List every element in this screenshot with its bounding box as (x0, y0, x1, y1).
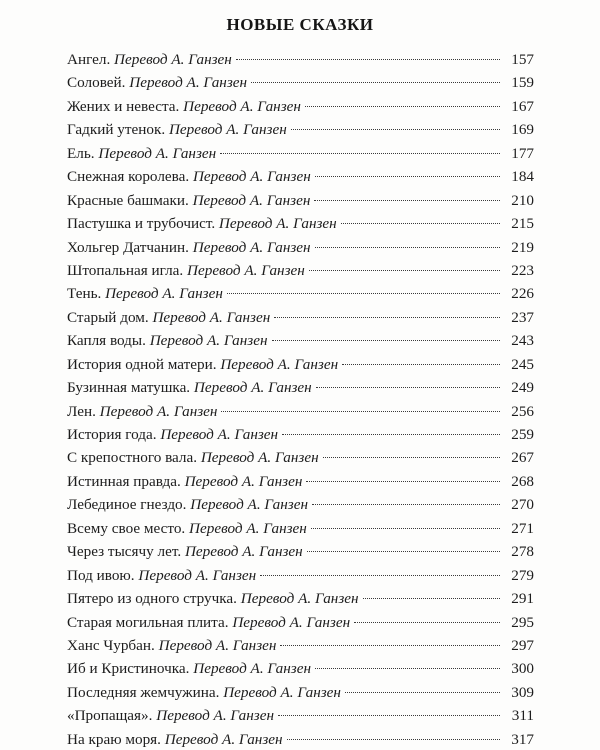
page-number: 219 (511, 238, 534, 256)
dot-leader (315, 668, 500, 669)
translator-credit: Перевод А. Ганзен (190, 496, 309, 514)
dot-leader (363, 598, 500, 599)
dot-leader (272, 340, 501, 341)
translator-credit: Перевод А. Ганзен (220, 355, 339, 373)
story-title: Ель. (67, 144, 95, 162)
toc-entry (67, 306, 534, 329)
dot-leader (221, 411, 500, 412)
dot-leader (311, 528, 500, 529)
page-number: 295 (511, 613, 534, 631)
dot-leader (251, 82, 500, 83)
dot-leader (227, 293, 500, 294)
dot-leader (315, 247, 500, 248)
translator-credit: Перевод А. Ганзен (184, 543, 303, 561)
toc-entry (67, 611, 534, 634)
dot-leader (345, 692, 500, 693)
story-title: Ангел. (67, 51, 111, 68)
page-number: 249 (511, 379, 534, 397)
translator-credit: Перевод А. Ганзен (129, 74, 248, 92)
page-number: 237 (511, 308, 534, 326)
story-title: Иб и Кристиночка. (67, 660, 190, 678)
page-number: 226 (511, 285, 534, 303)
toc-entry (67, 48, 534, 71)
page-number: 243 (511, 332, 534, 350)
dot-leader (312, 504, 500, 505)
dot-leader (309, 270, 500, 271)
story-title: Истинная правда. (67, 472, 181, 490)
page-number: 157 (511, 51, 534, 68)
story-title: Пастушка и трубочист. (67, 215, 216, 233)
toc-entry (67, 353, 534, 376)
translator-credit: Перевод А. Ганзен (193, 379, 312, 397)
toc-entry (67, 657, 534, 680)
dot-leader (306, 481, 500, 482)
story-title: Тень. (67, 285, 102, 303)
translator-credit: Перевод А. Ганзен (183, 97, 301, 115)
toc-entry (67, 142, 534, 165)
story-title: Старая могильная плита. (67, 613, 229, 631)
page-number: 267 (511, 449, 534, 467)
page-number: 245 (511, 355, 534, 373)
page-number: 223 (511, 261, 534, 279)
story-title: Лебединое гнездо. (67, 496, 187, 514)
translator-credit: Перевод А. Ганзен (114, 51, 232, 68)
toc-entry (67, 493, 534, 516)
toc-entry (67, 282, 534, 305)
story-title: Под ивою. (67, 566, 135, 584)
dot-leader (260, 575, 500, 576)
toc-entry (67, 236, 534, 259)
translator-credit: Перевод А. Ганзен (232, 613, 351, 631)
story-title: Старый дом. (67, 308, 149, 326)
dot-leader (341, 223, 500, 224)
toc-entry (67, 259, 534, 282)
toc-entry (67, 540, 534, 563)
page-number: 309 (511, 683, 534, 701)
page-number: 159 (511, 74, 534, 92)
translator-credit: Перевод А. Ганзен (99, 402, 218, 420)
story-title: Через тысячу лет. (67, 543, 182, 561)
translator-credit: Перевод А. Ганзен (158, 636, 277, 654)
translator-credit: Перевод А. Ганзен (192, 191, 311, 209)
story-title: Хольгер Датчанин. (67, 238, 189, 256)
story-title: На краю моря. (67, 730, 161, 748)
toc-entry (67, 376, 534, 399)
page-number: 259 (511, 426, 534, 443)
story-title: Пятеро из одного стручка. (67, 590, 237, 608)
story-title: Лен. (67, 402, 96, 420)
dot-leader (236, 59, 500, 60)
toc-entry (67, 329, 534, 352)
dot-leader (307, 551, 500, 552)
page-number: 278 (511, 543, 534, 561)
dot-leader (220, 153, 500, 154)
dot-leader (323, 457, 500, 458)
page-number: 177 (511, 144, 534, 162)
page-number: 167 (511, 97, 534, 115)
translator-credit: Перевод А. Ганзен (240, 590, 359, 608)
story-title: История одной матери. (67, 355, 217, 373)
page-number: 297 (511, 636, 534, 654)
story-title: Штопальная игла. (67, 261, 184, 279)
dot-leader (316, 387, 500, 388)
toc-entry (67, 400, 534, 423)
page-number: 268 (511, 472, 534, 490)
toc-entry (67, 634, 534, 657)
story-title: Ханс Чурбан. (67, 636, 155, 654)
story-title: Всему свое место. (67, 519, 186, 537)
translator-credit: Перевод А. Ганзен (105, 285, 223, 303)
toc-entry (67, 704, 534, 727)
translator-credit: Перевод А. Ганзен (184, 472, 303, 490)
page-number: 270 (511, 496, 534, 514)
table-of-contents (67, 48, 534, 750)
page-number: 169 (511, 121, 534, 139)
page-number: 210 (511, 191, 534, 209)
page-number: 300 (511, 660, 534, 678)
translator-credit: Перевод А. Ганзен (164, 730, 283, 748)
page-number: 279 (511, 566, 534, 584)
dot-leader (282, 434, 500, 435)
dot-leader (280, 645, 500, 646)
story-title: Соловей. (67, 74, 126, 92)
translator-credit: Перевод А. Ганзен (138, 566, 257, 584)
dot-leader (314, 200, 500, 201)
dot-leader (287, 739, 500, 740)
toc-entry (67, 118, 534, 141)
translator-credit: Перевод А. Ганзен (156, 707, 275, 725)
translator-credit: Перевод А. Ганзен (168, 121, 287, 139)
toc-entry (67, 423, 534, 446)
translator-credit: Перевод А. Ганзен (223, 683, 341, 701)
page-number: 291 (511, 590, 534, 608)
toc-entry (67, 446, 534, 469)
translator-credit: Перевод А. Ганзен (218, 215, 337, 233)
story-title: История года. (67, 426, 157, 443)
toc-entry (67, 681, 534, 704)
translator-credit: Перевод А. Ганзен (193, 660, 312, 678)
translator-credit: Перевод А. Ганзен (152, 308, 271, 326)
toc-entry (67, 71, 534, 94)
toc-entry (67, 212, 534, 235)
translator-credit: Перевод А. Ганзен (192, 168, 311, 186)
toc-entry (67, 189, 534, 212)
translator-credit: Перевод А. Ганзен (189, 519, 307, 537)
toc-entry (67, 517, 534, 540)
story-title: Капля воды. (67, 332, 146, 350)
toc-entry (67, 564, 534, 587)
translator-credit: Перевод А. Ганзен (192, 238, 311, 256)
toc-entry (67, 587, 534, 610)
dot-leader (278, 715, 500, 716)
translator-credit: Перевод А. Ганзен (187, 261, 305, 279)
story-title: «Пропащая». (67, 707, 153, 725)
toc-entry (67, 95, 534, 118)
page-number: 317 (511, 730, 534, 748)
translator-credit: Перевод А. Ганзен (98, 144, 217, 162)
page-number: 184 (511, 168, 534, 186)
story-title: С крепостного вала. (67, 449, 198, 467)
page-number: 256 (511, 402, 534, 420)
story-title: Снежная королева. (67, 168, 190, 186)
toc-entry (67, 165, 534, 188)
toc-entry (67, 470, 534, 493)
dot-leader (305, 106, 500, 107)
page-number: 271 (511, 519, 534, 537)
story-title: Бузинная матушка. (67, 379, 191, 397)
story-title: Жених и невеста. (67, 97, 180, 115)
dot-leader (291, 129, 500, 130)
translator-credit: Перевод А. Ганзен (200, 449, 319, 467)
translator-credit: Перевод А. Ганзен (149, 332, 268, 350)
toc-entry (67, 728, 534, 750)
page-number: 215 (511, 215, 534, 233)
section-heading: НОВЫЕ СКАЗКИ (226, 15, 374, 34)
story-title: Красные башмаки. (67, 191, 189, 209)
translator-credit: Перевод А. Ганзен (160, 426, 279, 443)
story-title: Гадкий утенок. (67, 121, 166, 139)
dot-leader (354, 622, 500, 623)
dot-leader (315, 176, 500, 177)
page-number: 311 (511, 707, 534, 725)
story-title: Последняя жемчужина. (67, 683, 220, 701)
dot-leader (342, 364, 500, 365)
dot-leader (274, 317, 500, 318)
